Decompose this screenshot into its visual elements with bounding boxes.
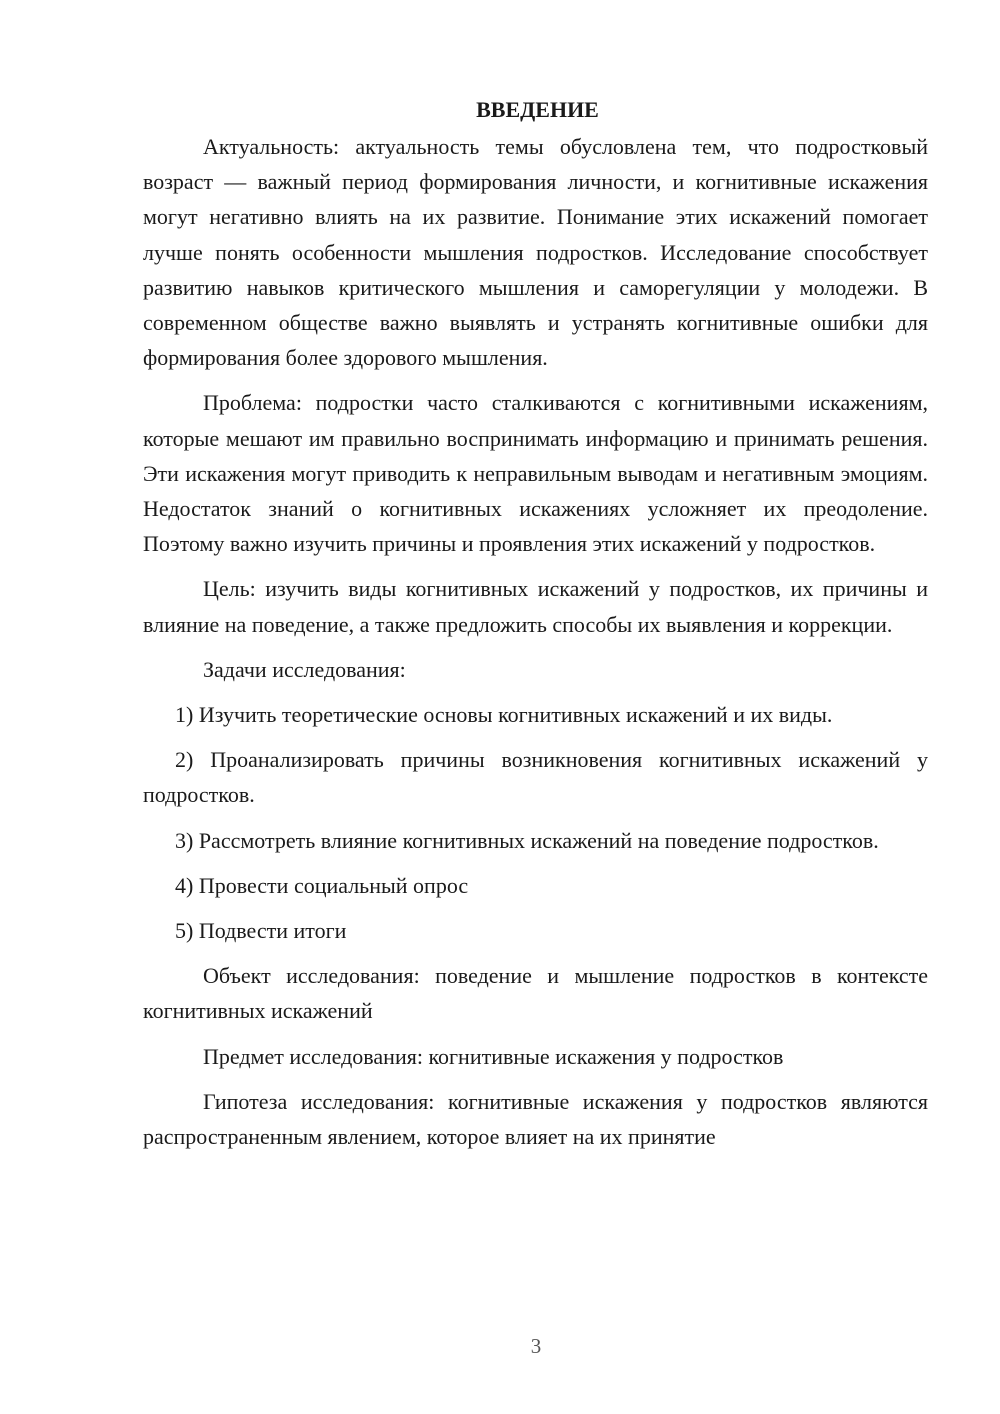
task-item-2: 2) Проанализировать причины возникновения когнитивных искажений у подростков. <box>143 747 928 808</box>
relevance-paragraph: Актуальность: актуальность темы обусловлена тем, что подростковый возраст — важный период формирования личности, и когнитивные искажения могут негативно влиять на их развитие. Понимание этих искажений помогает лучше понять особенности мышления подростков. Исследование способствует развитию навыков критического мышления и саморегуляции у молодежи. В современном обществе важно выявлять и устранять когнитивные ошибки для формирования более здорового мышления. <box>143 134 928 371</box>
tasks-heading: Задачи исследования: <box>203 656 406 682</box>
object-paragraph: Объект исследования: поведение и мышление подростков в контексте когнитивных искажений <box>143 963 928 1024</box>
document-page <box>143 92 928 1154</box>
goal-paragraph: Цель: изучить виды когнитивных искажений у подростков, их причины и влияние на поведение, а также предложить способы их выявления и коррекции. <box>143 576 928 637</box>
page-number: 3 <box>530 1334 542 1358</box>
task-item-4: 4) Провести социальный опрос <box>175 872 469 898</box>
task-item-3: 3) Рассмотреть влияние когнитивных искажений на поведение подростков. <box>175 827 879 853</box>
task-item-1: 1) Изучить теоретические основы когнитивных искажений и их виды. <box>175 702 833 728</box>
problem-paragraph: Проблема: подростки часто сталкиваются с когнитивными искажениям, которые мешают им правильно воспринимать информацию и принимать решения. Эти искажения могут приводить к неправильным выводам и негативным эмоциям. Недостаток знаний о когнитивных искажениях усложняет их преодоление. Поэтому важно изучить причины и проявления этих искажений у подростков. <box>143 390 928 557</box>
subject-paragraph: Предмет исследования: когнитивные искажения у подростков <box>203 1043 784 1069</box>
task-item-5: 5) Подвести итоги <box>175 918 347 944</box>
section-title: ВВЕДЕНИЕ <box>476 97 599 122</box>
hypothesis-paragraph: Гипотеза исследования: когнитивные искажения у подростков являются распространенным явлением, которое влияет на их принятие <box>143 1088 928 1150</box>
